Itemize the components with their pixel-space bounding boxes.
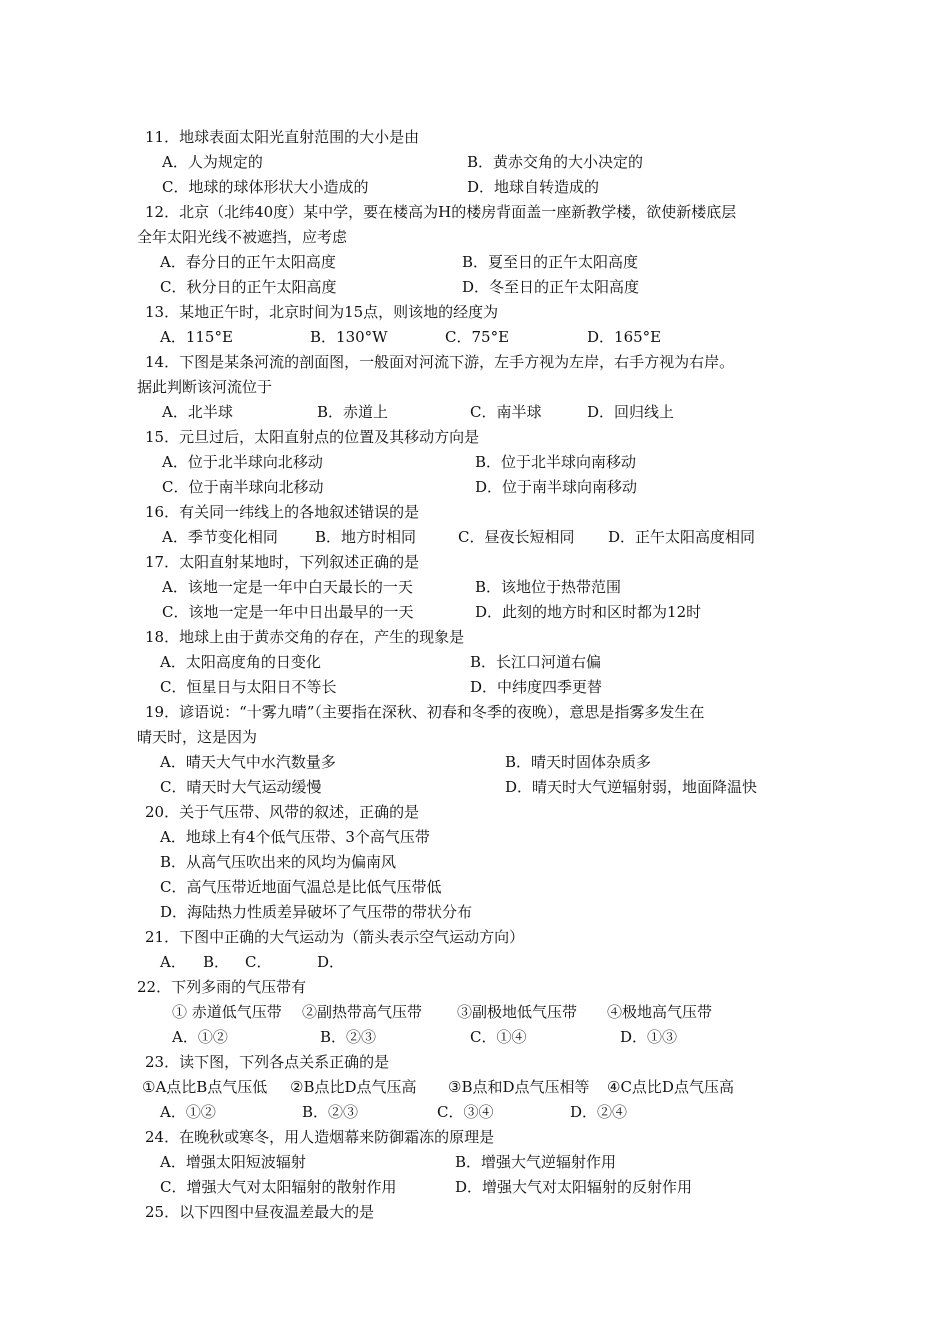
- question-15-options-row-2: [0, 475, 950, 500]
- q21-option-a[interactable]: A．: [160, 953, 186, 971]
- q19-option-a[interactable]: A．晴天大气中水汽数量多: [160, 753, 336, 771]
- q22-item-2: ②副热带高气压带: [302, 1003, 423, 1021]
- question-21-stem: 21．下图中正确的大气运动为（箭头表示空气运动方向）: [145, 928, 525, 946]
- question-19-stem-line-1: 19．谚语说：“十雾九晴”（主要指在深秋、初春和冬季的夜晚），意思是指雾多发生在: [145, 703, 705, 721]
- question-11-options-row-2: [0, 175, 950, 200]
- question-24-options-row-1: [0, 1150, 950, 1175]
- q19-option-d[interactable]: D．晴天时大气逆辐射弱，地面降温快: [505, 778, 758, 796]
- q13-option-d[interactable]: D．165°E: [587, 328, 662, 346]
- q18-option-b[interactable]: B．长江口河道右偏: [470, 653, 602, 671]
- question-13-stem: 13．某地正午时，北京时间为15点，则该地的经度为: [145, 303, 499, 321]
- q23-option-d[interactable]: D．②④: [570, 1103, 628, 1121]
- question-24-options-row-2: [0, 1175, 950, 1200]
- question-11-options-row-1: [0, 150, 950, 175]
- q11-option-a[interactable]: A．人为规定的: [162, 153, 263, 171]
- q18-option-c[interactable]: C．恒星日与太阳日不等长: [160, 678, 337, 696]
- q19-option-b[interactable]: B．晴天时固体杂质多: [505, 753, 652, 771]
- q22-item-4: ④极地高气压带: [607, 1003, 713, 1021]
- question-12-options-row-2: [0, 275, 950, 300]
- question-12-options-row-1: [0, 250, 950, 275]
- q21-option-b[interactable]: B．: [203, 953, 230, 971]
- question-19-stem-line-2: 晴天时，这是因为: [137, 728, 258, 746]
- question-23-items-row: [0, 1075, 950, 1100]
- q23-option-a[interactable]: A．①②: [160, 1103, 216, 1121]
- q23-option-c[interactable]: C．③④: [437, 1103, 494, 1121]
- q16-option-a[interactable]: A．季节变化相同: [162, 528, 278, 546]
- question-23-options-row: [0, 1100, 950, 1125]
- q11-option-c[interactable]: C．地球的球体形状大小造成的: [162, 178, 369, 196]
- q22-option-d[interactable]: D．①③: [620, 1028, 678, 1046]
- q21-option-c[interactable]: C．: [245, 953, 272, 971]
- q12-option-c[interactable]: C．秋分日的正午太阳高度: [160, 278, 337, 296]
- q17-option-c[interactable]: C．该地一定是一年中日出最早的一天: [162, 603, 414, 621]
- q21-option-d[interactable]: D．: [317, 953, 345, 971]
- q19-option-c[interactable]: C．晴天时大气运动缓慢: [160, 778, 322, 796]
- question-19-options-row-2: [0, 775, 950, 800]
- q18-option-d[interactable]: D．中纬度四季更替: [470, 678, 603, 696]
- q20-option-d[interactable]: D．海陆热力性质差异破坏了气压带的带状分布: [160, 903, 473, 921]
- q23-item-2: ②B点比D点气压高: [290, 1078, 417, 1096]
- q18-option-a[interactable]: A．太阳高度角的日变化: [160, 653, 321, 671]
- q15-option-a[interactable]: A．位于北半球向北移动: [162, 453, 323, 471]
- q16-option-b[interactable]: B．地方时相同: [315, 528, 417, 546]
- question-20-stem: 20．关于气压带、风带的叙述，正确的是: [145, 803, 420, 821]
- q11-option-b[interactable]: B．黄赤交角的大小决定的: [467, 153, 644, 171]
- question-22-items-row: [0, 1000, 950, 1025]
- question-15-stem: 15．元旦过后，太阳直射点的位置及其移动方向是: [145, 428, 480, 446]
- q14-option-c[interactable]: C．南半球: [470, 403, 542, 421]
- q23-item-3: ③B点和D点气压相等: [448, 1078, 590, 1096]
- q23-item-4: ④C点比D点气压高: [607, 1078, 734, 1096]
- q24-option-c[interactable]: C．增强大气对太阳辐射的散射作用: [160, 1178, 397, 1196]
- question-14-stem-line-1: 14．下图是某条河流的剖面图，一般面对河流下游，左手方视为左岸，右手方视为右岸。: [145, 353, 735, 371]
- question-17-options-row-2: [0, 600, 950, 625]
- q22-option-b[interactable]: B．②③: [320, 1028, 377, 1046]
- question-16-stem: 16．有关同一纬线上的各地叙述错误的是: [145, 503, 420, 521]
- question-13-options-row: [0, 325, 950, 350]
- question-18-options-row-2: [0, 675, 950, 700]
- q16-option-c[interactable]: C．昼夜长短相同: [458, 528, 575, 546]
- q14-option-b[interactable]: B．赤道上: [317, 403, 389, 421]
- q22-option-c[interactable]: C．①④: [470, 1028, 527, 1046]
- question-24-stem: 24．在晚秋或寒冬，用人造烟幕来防御霜冻的原理是: [145, 1128, 495, 1146]
- question-16-options-row: [0, 525, 950, 550]
- q13-option-b[interactable]: B．130°W: [310, 328, 388, 346]
- question-15-options-row-1: [0, 450, 950, 475]
- q22-item-1: ① 赤道低气压带: [172, 1003, 282, 1021]
- question-12-stem-line-1: 12．北京（北纬40度）某中学，要在楼高为H的楼房背面盖一座新教学楼，欲使新楼底层: [145, 203, 737, 221]
- q24-option-b[interactable]: B．增强大气逆辐射作用: [455, 1153, 617, 1171]
- q20-option-b[interactable]: B．从高气压吹出来的风均为偏南风: [160, 853, 397, 871]
- q15-option-b[interactable]: B．位于北半球向南移动: [475, 453, 637, 471]
- q14-option-d[interactable]: D．回归线上: [587, 403, 675, 421]
- q17-option-d[interactable]: D．此刻的地方时和区时都为12时: [475, 603, 702, 621]
- question-17-options-row-1: [0, 575, 950, 600]
- question-14-options-row: [0, 400, 950, 425]
- q16-option-d[interactable]: D．正午太阳高度相同: [608, 528, 756, 546]
- q13-option-a[interactable]: A．115°E: [160, 328, 233, 346]
- q11-option-d[interactable]: D．地球自转造成的: [467, 178, 600, 196]
- question-21-options-row: [0, 950, 950, 975]
- q22-option-a[interactable]: A．①②: [172, 1028, 228, 1046]
- q23-item-1: ①A点比B点气压低: [142, 1078, 268, 1096]
- q15-option-c[interactable]: C．位于南半球向北移动: [162, 478, 324, 496]
- question-25-stem: 25．以下四图中昼夜温差最大的是: [145, 1203, 375, 1221]
- question-22-options-row: [0, 1025, 950, 1050]
- question-14-stem-line-2: 据此判断该河流位于: [137, 378, 273, 396]
- q17-option-a[interactable]: A．该地一定是一年中白天最长的一天: [162, 578, 413, 596]
- q23-option-b[interactable]: B．②③: [302, 1103, 359, 1121]
- question-17-stem: 17．太阳直射某地时，下列叙述正确的是: [145, 553, 420, 571]
- question-22-stem: 22．下列多雨的气压带有: [137, 978, 307, 996]
- question-11-stem: 11．地球表面太阳光直射范围的大小是由: [145, 128, 420, 146]
- q20-option-a[interactable]: A．地球上有4个低气压带、3个高气压带: [160, 828, 430, 846]
- question-12-stem-line-2: 全年太阳光线不被遮挡，应考虑: [137, 228, 348, 246]
- question-19-options-row-1: [0, 750, 950, 775]
- q24-option-d[interactable]: D．增强大气对太阳辐射的反射作用: [455, 1178, 693, 1196]
- question-18-stem: 18．地球上由于黄赤交角的存在，产生的现象是: [145, 628, 465, 646]
- question-23-stem: 23．读下图，下列各点关系正确的是: [145, 1053, 390, 1071]
- q12-option-b[interactable]: B．夏至日的正午太阳高度: [462, 253, 639, 271]
- q17-option-b[interactable]: B．该地位于热带范围: [475, 578, 622, 596]
- q13-option-c[interactable]: C．75°E: [445, 328, 510, 346]
- q14-option-a[interactable]: A．北半球: [162, 403, 233, 421]
- question-18-options-row-1: [0, 650, 950, 675]
- q12-option-a[interactable]: A．春分日的正午太阳高度: [160, 253, 336, 271]
- q22-item-3: ③副极地低气压带: [457, 1003, 578, 1021]
- q15-option-d[interactable]: D．位于南半球向南移动: [475, 478, 638, 496]
- q20-option-c[interactable]: C．高气压带近地面气温总是比低气压带低: [160, 878, 442, 896]
- q24-option-a[interactable]: A．增强太阳短波辐射: [160, 1153, 306, 1171]
- q12-option-d[interactable]: D．冬至日的正午太阳高度: [462, 278, 640, 296]
